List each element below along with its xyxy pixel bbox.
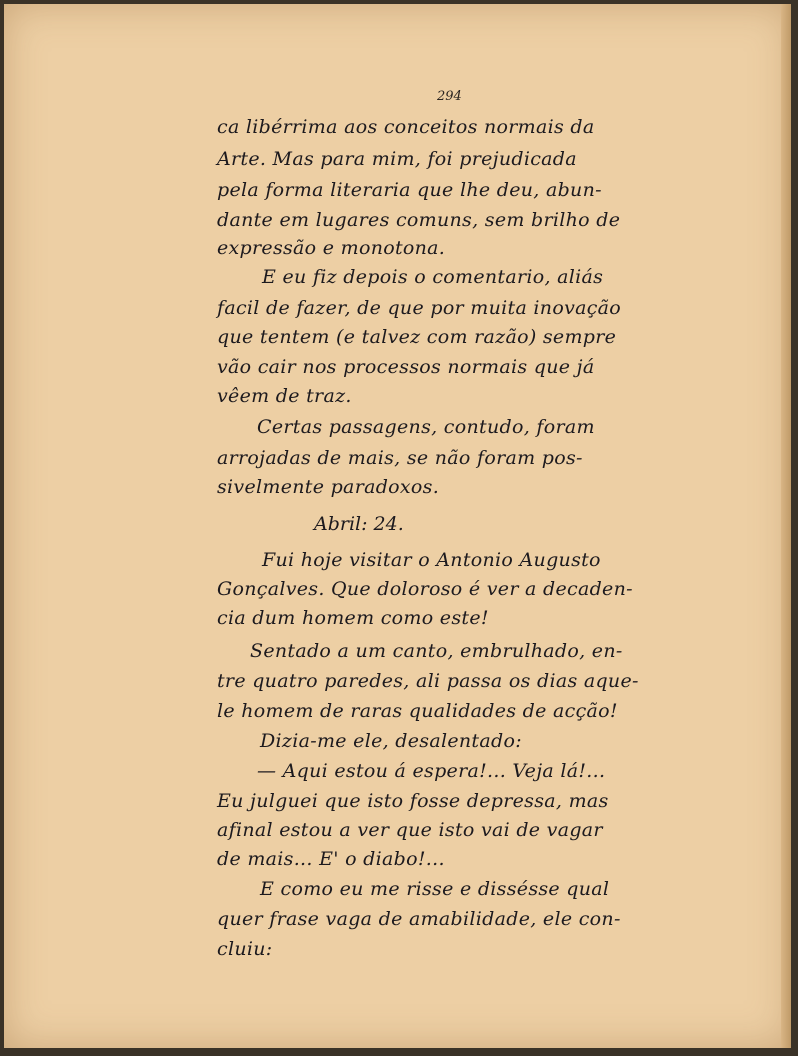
text-line: pela forma literaria que lhe deu, abun- [217, 179, 602, 201]
text-line: afinal estou a ver que isto vai de vagar [217, 819, 603, 841]
text-line: Fui hoje visitar o Antonio Augusto [262, 549, 601, 571]
text-line: cluiu: [217, 938, 273, 960]
text-line: de mais... E' o diabo!... [217, 848, 445, 870]
text-line: expressão e monotona. [217, 237, 446, 259]
text-line: Gonçalves. Que doloroso é ver a decaden- [217, 578, 633, 600]
text-line: Arte. Mas para mim, foi prejudicada [217, 148, 577, 170]
text-line: cia dum homem como este! [217, 607, 489, 629]
page-number: 294 [437, 89, 462, 104]
manuscript-page [4, 4, 791, 1048]
text-line: quer frase vaga de amabilidade, ele con- [217, 908, 621, 930]
text-line: vêem de traz. [217, 385, 352, 407]
text-line: que tentem (e talvez com razão) sempre [217, 326, 617, 348]
text-line: dante em lugares comuns, sem brilho de [217, 209, 621, 231]
text-line: — Aqui estou á espera!... Veja lá!... [257, 760, 606, 782]
text-line: arrojadas de mais, se não foram pos- [217, 447, 583, 469]
text-line: E eu fiz depois o comentario, aliás [262, 266, 604, 288]
text-line: Certas passagens, contudo, foram [257, 416, 595, 438]
entry-text [4, 4, 791, 1048]
text-line: tre quatro paredes, ali passa os dias aque- [217, 670, 639, 692]
text-line: le homem de raras qualidades de acção! [217, 700, 618, 722]
text-line: Sentado a um canto, embrulhado, en- [250, 640, 623, 662]
text-line: Eu julguei que isto fosse depressa, mas [217, 790, 609, 812]
text-line: sivelmente paradoxos. [217, 476, 440, 498]
text-line: vão cair nos processos normais que já [217, 356, 595, 378]
text-line: facil de fazer, de que por muita inovação [217, 297, 622, 319]
text-line: E como eu me risse e dissésse qual [260, 878, 610, 900]
entry-date: Abril: 24. [314, 513, 404, 535]
text-line: Dizia-me ele, desalentado: [260, 730, 522, 752]
text-line: ca libérrima aos conceitos normais da [217, 116, 595, 138]
